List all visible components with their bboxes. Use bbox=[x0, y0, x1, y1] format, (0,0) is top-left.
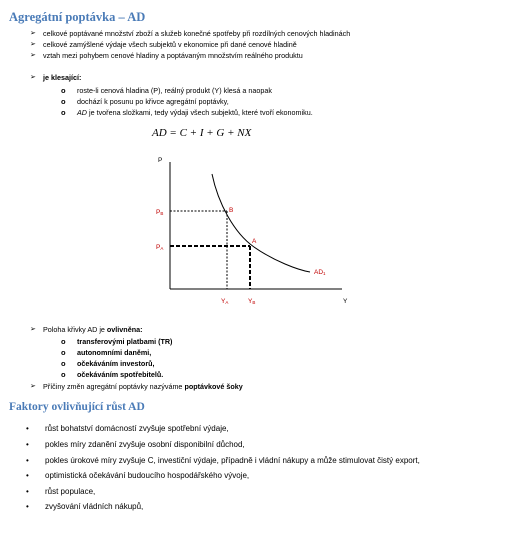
factor-item: pokles úrokové míry zvyšuje C, investiční výdaje, případně i vládní nákupy a může stimulovat čistý export, bbox=[45, 456, 420, 465]
point-b-label: B bbox=[229, 207, 234, 214]
definition-bullet: celkové zamýšlené výdaje všech subjektů v ekonomice při dané cenové hladině bbox=[43, 40, 297, 49]
klesajici-item: roste-li cenová hladina (P), reálný produkt (Y) klesá a naopak bbox=[77, 86, 272, 95]
priciny-line bbox=[43, 382, 243, 391]
arrow-bullet-icon: ➢ bbox=[30, 326, 36, 333]
definition-bullet: vztah mezi pohybem cenové hladiny a poptávaným množstvím reálného produktu bbox=[43, 51, 303, 60]
factor-item: pokles míry zdanění zvyšuje osobní disponibilní důchod, bbox=[45, 440, 245, 449]
poloha-item: autonomními daněmi, bbox=[77, 348, 152, 357]
point-a-label: A bbox=[252, 238, 257, 245]
poloha-item: očekáváním investorů, bbox=[77, 359, 155, 368]
quantity-a-label: YA bbox=[221, 298, 229, 305]
bullet-dot-icon: • bbox=[26, 456, 29, 465]
poloha-item: očekáváním spotřebitelů. bbox=[77, 370, 164, 379]
circle-bullet-icon: o bbox=[61, 370, 66, 379]
arrow-bullet-icon: ➢ bbox=[30, 74, 36, 81]
factor-item: optimistická očekávání budoucího hospodářského vývoje, bbox=[45, 471, 250, 480]
page-title: Agregátní poptávka – AD bbox=[9, 10, 146, 24]
arrow-bullet-icon: ➢ bbox=[30, 383, 36, 390]
poloha-prefix: Poloha křivky AD je bbox=[43, 325, 107, 334]
ad-formula: AD = C + I + G + NX bbox=[152, 127, 252, 139]
priciny-prefix: Příčiny změn agregátní poptávky nazýváme bbox=[43, 382, 185, 391]
circle-bullet-icon: o bbox=[61, 108, 66, 117]
section-title: Faktory ovlivňující růst AD bbox=[9, 401, 145, 413]
bullet-dot-icon: • bbox=[26, 440, 29, 449]
ad1-curve-label: AD1 bbox=[314, 269, 326, 276]
priciny-bold: poptávkové šoky bbox=[184, 382, 243, 391]
poloha-heading bbox=[43, 325, 142, 334]
poloha-item: transferovými platbami (TR) bbox=[77, 337, 173, 346]
circle-bullet-icon: o bbox=[61, 337, 66, 346]
ad-abbrev: AD bbox=[77, 108, 87, 117]
bullet-dot-icon: • bbox=[26, 502, 29, 511]
circle-bullet-icon: o bbox=[61, 359, 66, 368]
arrow-bullet-icon: ➢ bbox=[30, 52, 36, 59]
poloha-bold: ovlivněna: bbox=[106, 325, 143, 334]
bullet-dot-icon: • bbox=[26, 424, 29, 433]
bullet-dot-icon: • bbox=[26, 471, 29, 480]
klesajici-item bbox=[77, 108, 313, 117]
factor-item: růst bohatství domácností zvyšuje spotřební výdaje, bbox=[45, 424, 229, 433]
quantity-b-label: YB bbox=[248, 298, 256, 305]
circle-bullet-icon: o bbox=[61, 97, 66, 106]
price-a-label: PA bbox=[156, 244, 164, 251]
circle-bullet-icon: o bbox=[61, 348, 66, 357]
klesajici-item: dochází k posunu po křivce agregátní poptávky, bbox=[77, 97, 229, 106]
aggregate-demand-graph bbox=[150, 148, 360, 308]
arrow-bullet-icon: ➢ bbox=[30, 41, 36, 48]
factor-item: zvyšování vládních nákupů, bbox=[45, 502, 144, 511]
circle-bullet-icon: o bbox=[61, 86, 66, 95]
klesajici-label: je klesající: bbox=[43, 73, 82, 82]
price-b-label: PB bbox=[156, 209, 164, 216]
x-axis-label: Y bbox=[343, 298, 348, 305]
factor-item: růst populace, bbox=[45, 487, 96, 496]
bullet-dot-icon: • bbox=[26, 487, 29, 496]
y-axis-label: P bbox=[158, 157, 163, 164]
ad-composition-text: je tvořena složkami, tedy výdaji všech subjektů, které tvoří ekonomiku. bbox=[87, 108, 313, 117]
definition-bullet: celkové poptávané množství zboží a služeb konečné spotřeby při rozdílných cenových hladinách bbox=[43, 29, 351, 38]
arrow-bullet-icon: ➢ bbox=[30, 30, 36, 37]
